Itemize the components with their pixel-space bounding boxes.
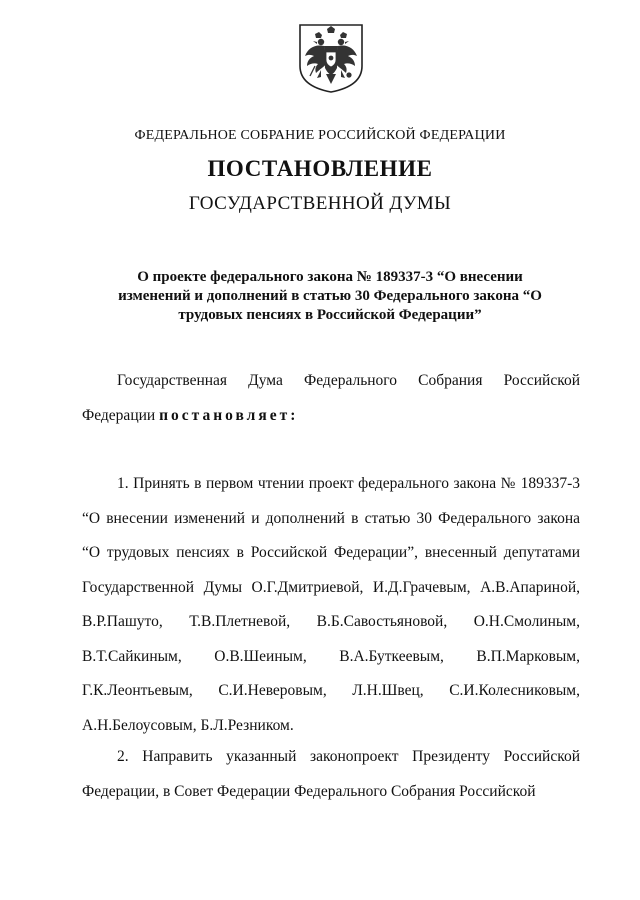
resolution-item-2: 2. Направить указанный законопроект Президенту Российской Федерации, в Совет Федерации Федерального Собрания Российской (82, 748, 580, 800)
resolution-keyword: постановляет: (159, 406, 299, 424)
coat-of-arms-icon (297, 22, 365, 94)
intro-paragraph (82, 364, 580, 433)
document-subtitle: ГОСУДАРСТВЕННОЙ ДУМЫ (188, 193, 452, 214)
document-title: ПОСТАНОВЛЕНИЕ (207, 156, 433, 181)
document-subject: О проекте федерального закона № 189337-3 “О внесении изменений и дополнений в статью 30 Федерального закона “О трудовых пенсиях в Российской Федерации” (118, 269, 542, 323)
intro-text: Государственная Дума Федерального Собрания Российской Федерации (82, 372, 580, 424)
resolution-item-1: 1. Принять в первом чтении проект федерального закона № 189337-3 “О внесении изменений и дополнений в статью 30 Федерального закона “О трудовых пенсиях в Российской Федерации”, внесенный депутатами Государственной Думы О.Г.Дмитриевой, И.Д.Грачевым, А.В.Апариной, В.Р.Пашуто, Т.В.Плетневой, В.Б.Савостьяновой, О.Н.Смолиным, В.Т.Сайкиным, О.В.Шеиным, В.А.Буткеевым, В.П.Марковым, Г.К.Леонтьевым, С.И.Неверовым, Л.Н.Швец, С.И.Колесниковым, А.Н.Белоусовым, Б.Л.Резником. (82, 475, 580, 734)
assembly-name: ФЕДЕРАЛЬНОЕ СОБРАНИЕ РОССИЙСКОЙ ФЕДЕРАЦИИ (134, 128, 506, 143)
